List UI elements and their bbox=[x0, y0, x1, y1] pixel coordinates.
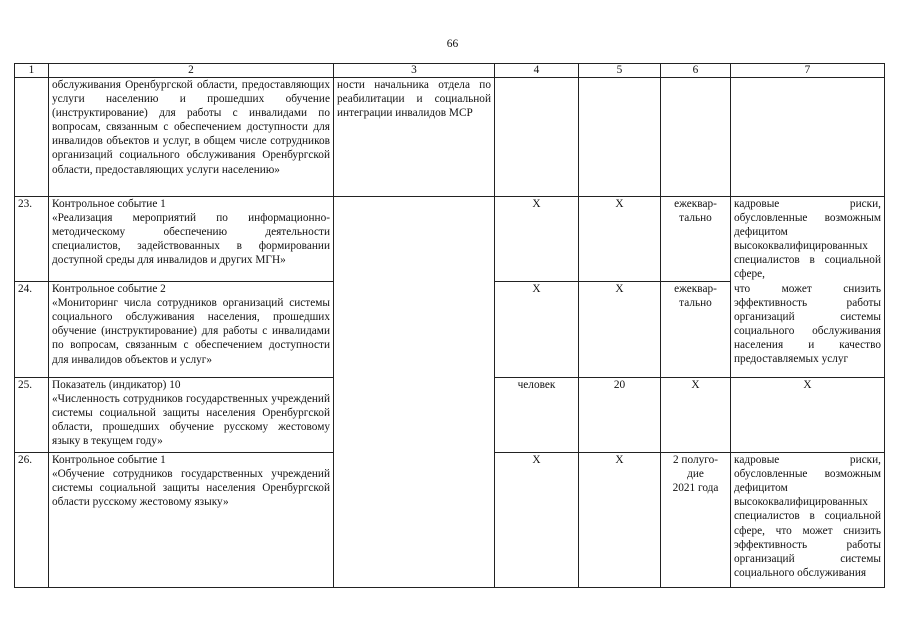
row-col4: Х bbox=[495, 197, 579, 282]
table-header-row bbox=[15, 64, 885, 78]
row-col5: Х bbox=[579, 197, 661, 282]
row-responsible-merged bbox=[334, 197, 495, 588]
row-responsible: ности начальника отдела по реабилитации и социальной интеграции инвалидов МСР bbox=[334, 78, 495, 197]
row-description: Показатель (индикатор) 10 «Численность сотрудников государственных учреждений системы социальной защиты населения Оренбургской области, прошедших обучение русскому жестовому языку в текущем году» bbox=[49, 378, 334, 453]
row-col7: Х bbox=[731, 378, 885, 453]
row-number: 24. bbox=[15, 282, 49, 378]
row-col4: человек bbox=[495, 378, 579, 453]
row-number bbox=[15, 78, 49, 197]
page-number: 66 bbox=[446, 38, 459, 50]
row-col7: что может снизить эффективность работы организаций системы социального обслуживания населения и качество предоставляемых услуг bbox=[731, 282, 885, 378]
row-col6: 2 полуго- дие 2021 года bbox=[661, 453, 731, 588]
row-col7: кадровые риски, обусловленные возможным дефицитом высококвалифицированных специалистов в социальной сфере, что может снизить эффективность работы организаций системы социального обслуживания bbox=[731, 453, 885, 588]
column-header-6: 6 bbox=[661, 64, 731, 78]
row-description: Контрольное событие 1 «Реализация мероприятий по информационно-методическому обеспечению деятельности специалистов, задействованных в формировании доступной среды для инвалидов и других МГН» bbox=[49, 197, 334, 282]
row-col5: Х bbox=[579, 453, 661, 588]
column-header-4: 4 bbox=[495, 64, 579, 78]
row-col5: Х bbox=[579, 282, 661, 378]
row-col6 bbox=[661, 78, 731, 197]
row-col5 bbox=[579, 78, 661, 197]
row-description: Контрольное событие 1 «Обучение сотрудников государственных учреждений системы социальной защиты населения Оренбургской области русскому жестовому языку» bbox=[49, 453, 334, 588]
column-header-7: 7 bbox=[731, 64, 885, 78]
activities-table bbox=[14, 63, 885, 588]
row-description: Контрольное событие 2 «Мониторинг числа сотрудников организаций системы социального обслуживания населения, прошедших обучение (инструктирование) для работы с инвалидами по вопросам, связанным с обеспечением доступности для инвалидов объектов и услуг» bbox=[49, 282, 334, 378]
row-col4: Х bbox=[495, 282, 579, 378]
row-col6: ежеквар- тально bbox=[661, 197, 731, 282]
table-row bbox=[15, 197, 885, 282]
row-number: 23. bbox=[15, 197, 49, 282]
column-header-1: 1 bbox=[15, 64, 49, 78]
row-number: 26. bbox=[15, 453, 49, 588]
row-col4 bbox=[495, 78, 579, 197]
row-col6: Х bbox=[661, 378, 731, 453]
row-col6: ежеквар- тально bbox=[661, 282, 731, 378]
row-col7 bbox=[731, 78, 885, 197]
row-col7: кадровые риски, обусловленные возможным дефицитом высококвалифицированных специалистов в социальной сфере, bbox=[731, 197, 885, 282]
column-header-2: 2 bbox=[49, 64, 334, 78]
row-number: 25. bbox=[15, 378, 49, 453]
row-description: обслуживания Оренбургской области, предоставляющих услуги населению и прошедших обучение (инструктирование) для работы с инвалидами по вопросам, связанным с обеспечением доступности для инвалидов объектов и услуг, в общем числе сотрудников организаций социального обслуживания Оренбургской области, предоставляющих услуги населению» bbox=[49, 78, 334, 197]
column-header-5: 5 bbox=[579, 64, 661, 78]
row-col4: Х bbox=[495, 453, 579, 588]
column-header-3: 3 bbox=[334, 64, 495, 78]
table-row bbox=[15, 78, 885, 197]
row-col5: 20 bbox=[579, 378, 661, 453]
